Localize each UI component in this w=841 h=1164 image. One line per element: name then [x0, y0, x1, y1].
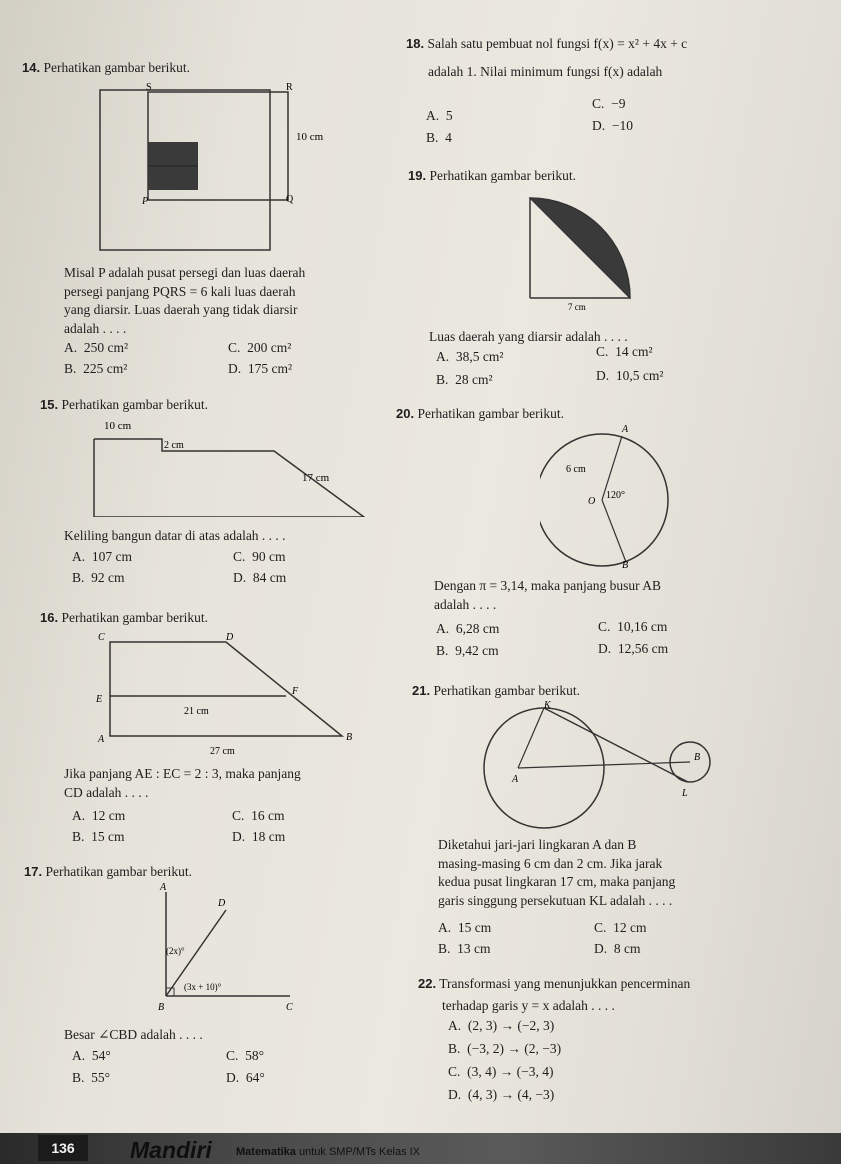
q21-option-c-text: 12 cm: [613, 920, 647, 935]
q22-option-d-letter: D.: [448, 1087, 462, 1102]
q17-option-d-letter: D.: [226, 1070, 240, 1085]
page-number: 136: [38, 1135, 88, 1161]
q18-option-a-text: 5: [445, 108, 453, 123]
q18-line2: adalah 1. Nilai minimum fungsi f(x) adalah: [428, 64, 663, 79]
q21-option-a[interactable]: [438, 920, 491, 936]
q18-option-a[interactable]: [426, 108, 453, 124]
q18-option-b-letter: B.: [426, 130, 439, 145]
q19-option-a-text: 38,5 cm²: [455, 349, 504, 364]
q14-option-c-letter: C.: [228, 340, 241, 355]
q17-option-c[interactable]: [226, 1048, 264, 1064]
q20-label-o: O: [588, 496, 596, 507]
q17-figure: [140, 878, 300, 1018]
q20-option-a[interactable]: [436, 621, 499, 637]
q15-prompt: Perhatikan gambar berikut.: [61, 397, 209, 412]
q15-option-d-letter: D.: [233, 570, 247, 585]
q20-option-d[interactable]: [598, 641, 668, 657]
q21-option-d-letter: D.: [594, 941, 608, 956]
q20-option-c[interactable]: [598, 619, 667, 635]
q16-label-a: A: [98, 734, 105, 745]
q22-option-b-letter: B.: [448, 1041, 461, 1056]
q14-label-s: S: [146, 82, 152, 93]
q15-option-b-letter: B.: [72, 570, 85, 585]
q15-label-step: 2 cm: [164, 440, 184, 451]
q22-line1: Transformasi yang menunjukkan pencerminan: [439, 976, 691, 991]
q21-prompt: Perhatikan gambar berikut.: [433, 683, 581, 698]
q17-option-a-letter: A.: [72, 1048, 86, 1063]
q15-option-c[interactable]: [233, 549, 286, 565]
q17-label-angle2: (3x + 10)°: [184, 982, 222, 992]
q18-option-a-letter: A.: [426, 108, 440, 123]
q16-option-b-text: 15 cm: [91, 829, 125, 844]
q19-option-c-letter: C.: [596, 344, 609, 359]
q15-option-a[interactable]: [72, 549, 132, 565]
q18-line1: Salah satu pembuat nol fungsi f(x) = x² + 4x + c: [427, 36, 688, 51]
q18-option-d[interactable]: [592, 118, 633, 134]
q17-question: Besar ∠CBD adalah . . . .: [64, 1027, 203, 1042]
q15-figure: [64, 417, 384, 517]
q22-option-a-letter: A.: [448, 1018, 462, 1033]
q17-option-b-text: 55°: [91, 1070, 111, 1085]
q16-figure: [80, 628, 380, 760]
q21-body-line3: kedua pusat lingkaran 17 cm, maka panjang: [438, 874, 676, 889]
q14-option-d-letter: D.: [228, 361, 242, 376]
q17-label-b: B: [158, 1002, 165, 1013]
q21-label-b: B: [694, 752, 701, 763]
q15-question: Keliling bangun datar di atas adalah . . . .: [64, 528, 286, 543]
q14-body-line4: adalah . . . .: [64, 320, 127, 336]
q17-option-a-text: 54°: [91, 1048, 111, 1063]
q16-option-c-text: 16 cm: [251, 808, 285, 823]
q21-number: 21.: [412, 683, 431, 698]
q15-option-a-text: 107 cm: [91, 549, 132, 564]
q16-option-a-text: 12 cm: [91, 808, 126, 823]
q19-option-b-letter: B.: [436, 372, 449, 387]
q21-option-a-text: 15 cm: [457, 920, 492, 935]
q16-trapezoid: [110, 642, 342, 736]
q22-line1-row: [418, 974, 690, 993]
q20-option-b[interactable]: [436, 643, 499, 659]
q14-option-b-text: 225 cm²: [83, 361, 128, 376]
q14-option-b[interactable]: [64, 361, 127, 377]
q20-header: [396, 404, 564, 423]
q19-figure: [520, 186, 650, 312]
q18-option-d-letter: D.: [592, 118, 606, 133]
q19-option-b[interactable]: [436, 372, 493, 388]
q16-label-f: F: [292, 686, 299, 697]
q22-option-b-text: (−3, 2) → (2, −3): [467, 1041, 562, 1056]
q16-question-line1: Jika panjang AE : EC = 2 : 3, maka panjang: [64, 766, 301, 781]
q14-body: [64, 264, 305, 338]
q22-number: 22.: [418, 976, 437, 991]
q21-label-a: A: [512, 774, 519, 785]
q14-option-a-letter: A.: [64, 340, 78, 355]
q14-label-side: 10 cm: [296, 131, 324, 143]
q14-header: [22, 58, 190, 77]
q21-label-k: K: [544, 700, 551, 711]
q18-option-c-letter: C.: [592, 96, 605, 111]
q15-option-d-text: 84 cm: [252, 570, 287, 585]
q19-option-d-text: 10,5 cm²: [615, 368, 664, 383]
q14-option-d-text: 175 cm²: [247, 361, 293, 376]
q21-option-d-text: 8 cm: [613, 941, 641, 956]
q17-option-b-letter: B.: [72, 1070, 85, 1085]
q18-number: 18.: [406, 36, 425, 51]
subject-name: Matematika: [236, 1146, 296, 1158]
q16-prompt: Perhatikan gambar berikut.: [61, 610, 209, 625]
q17-option-d[interactable]: [226, 1070, 265, 1086]
q19-option-a[interactable]: [436, 349, 503, 365]
q20-option-a-letter: A.: [436, 621, 450, 636]
q17-option-c-text: 58°: [245, 1048, 265, 1063]
q20-figure: [540, 418, 690, 568]
q20-label-angle: 120°: [606, 490, 625, 501]
q16-question-line2: CD adalah . . . .: [64, 784, 149, 800]
q21-body-line1: Diketahui jari-jari lingkaran A dan B: [438, 837, 637, 852]
q17-label-c: C: [286, 1002, 293, 1013]
q21-figure: [460, 698, 730, 830]
q18-option-b[interactable]: [426, 130, 452, 146]
q18-option-d-text: −10: [611, 118, 633, 133]
q16-option-a[interactable]: [72, 808, 125, 824]
q21-tangent-kl: [544, 708, 688, 782]
q20-option-c-text: 10,16 cm: [617, 619, 668, 634]
q20-question-line1: Dengan π = 3,14, maka panjang busur AB: [434, 578, 662, 593]
q22-line2: terhadap garis y = x adalah . . . .: [442, 998, 615, 1013]
q21-option-b-text: 13 cm: [457, 941, 491, 956]
q16-option-b[interactable]: [72, 829, 125, 845]
q16-option-b-letter: B.: [72, 829, 85, 844]
q16-label-bottom: 27 cm: [210, 746, 235, 757]
q16-option-d-letter: D.: [232, 829, 246, 844]
q20-number: 20.: [396, 406, 415, 421]
q16-label-d: D: [226, 632, 234, 643]
q19-option-d-letter: D.: [596, 368, 610, 383]
q20-prompt: Perhatikan gambar berikut.: [417, 406, 565, 421]
q14-option-a[interactable]: [64, 340, 128, 356]
q16-option-d-text: 18 cm: [251, 829, 286, 844]
q18-line1-row: [406, 34, 687, 53]
q22-option-a-text: (2, 3) → (−2, 3): [467, 1018, 555, 1033]
q17-option-c-letter: C.: [226, 1048, 239, 1063]
q22-option-d[interactable]: [448, 1087, 554, 1103]
q14-label-q: Q: [286, 194, 294, 205]
q14-body-line1: Misal P adalah pusat persegi dan luas daerah: [64, 265, 306, 280]
q20-label-a: A: [622, 424, 629, 435]
q20-radius-ob: [602, 500, 626, 562]
q21-body-line2: masing-masing 6 cm dan 2 cm. Jika jarak: [438, 855, 663, 871]
q15-option-b[interactable]: [72, 570, 125, 586]
q22-option-a[interactable]: [448, 1018, 554, 1034]
q18-option-c-text: −9: [611, 96, 626, 111]
q14-option-c-text: 200 cm²: [247, 340, 292, 355]
q21-option-a-letter: A.: [438, 920, 452, 935]
q20-option-b-letter: B.: [436, 643, 449, 658]
q17-label-a: A: [160, 882, 167, 893]
q15-header: [40, 395, 208, 414]
q16-label-mid: 21 cm: [184, 706, 209, 717]
q19-question: Luas daerah yang diarsir adalah . . . .: [429, 329, 628, 344]
q21-option-c-letter: C.: [594, 920, 607, 935]
q14-body-line2: persegi panjang PQRS = 6 kali luas daerah: [64, 283, 296, 299]
q14-number: 14.: [22, 60, 41, 75]
q15-option-c-text: 90 cm: [252, 549, 286, 564]
q16-option-c[interactable]: [232, 808, 285, 824]
q20-option-d-text: 12,56 cm: [617, 641, 669, 656]
q14-option-b-letter: B.: [64, 361, 77, 376]
q15-option-a-letter: A.: [72, 549, 86, 564]
q21-option-b[interactable]: [438, 941, 491, 957]
q20-option-b-text: 9,42 cm: [455, 643, 499, 658]
q22-option-d-text: (4, 3) → (4, −3): [467, 1087, 555, 1102]
q20-circle: [540, 434, 668, 566]
q14-option-a-text: 250 cm²: [83, 340, 129, 355]
brand-logo: Mandiri: [130, 1137, 212, 1163]
q17-option-d-text: 64°: [245, 1070, 265, 1085]
q20-label-b: B: [622, 560, 629, 568]
q17-label-angle1: (2x)°: [166, 946, 185, 956]
q15-label-top: 10 cm: [104, 420, 132, 432]
q16-label-c: C: [98, 632, 105, 643]
q20-question: [434, 577, 661, 614]
q15-label-slant: 17 cm: [302, 472, 330, 484]
q20-label-radius: 6 cm: [566, 464, 586, 475]
q17-option-b[interactable]: [72, 1070, 110, 1086]
q20-option-d-letter: D.: [598, 641, 612, 656]
q21-body: [438, 836, 675, 910]
footer-bar: [0, 1133, 841, 1164]
q16-question: [64, 765, 301, 802]
q14-option-c[interactable]: [228, 340, 291, 356]
q15-option-c-letter: C.: [233, 549, 246, 564]
q22-option-c-text: (3, 4) → (−3, 4): [467, 1064, 554, 1079]
q15-option-b-text: 92 cm: [91, 570, 125, 585]
q18-option-b-text: 4: [445, 130, 452, 145]
q16-label-e: E: [96, 694, 103, 705]
book-subject: [236, 1146, 420, 1158]
q21-label-l: L: [682, 788, 688, 799]
q17-number: 17.: [24, 864, 43, 879]
q17-prompt: Perhatikan gambar berikut.: [45, 864, 193, 879]
q19-header: [408, 166, 576, 185]
q14-figure: [80, 80, 340, 260]
q14-label-r: R: [286, 82, 293, 93]
q19-option-c-text: 14 cm²: [615, 344, 653, 359]
q22-option-c-letter: C.: [448, 1064, 461, 1079]
q17-label-d: D: [218, 898, 226, 909]
q22-option-b[interactable]: [448, 1041, 561, 1057]
q21-circle-a: [484, 708, 604, 828]
q20-option-a-text: 6,28 cm: [455, 621, 500, 636]
q16-option-a-letter: A.: [72, 808, 86, 823]
q21-option-d[interactable]: [594, 941, 641, 957]
q14-body-line3: yang diarsir. Luas daerah yang tidak diarsir: [64, 302, 298, 317]
q16-label-b: B: [346, 732, 353, 743]
q17-option-a[interactable]: [72, 1048, 111, 1064]
q21-option-b-letter: B.: [438, 941, 451, 956]
q21-radius-a: [518, 708, 544, 768]
q15-number: 15.: [40, 397, 59, 412]
q20-option-c-letter: C.: [598, 619, 611, 634]
q19-label-radius: 7 cm: [568, 302, 586, 312]
q19-option-c[interactable]: [596, 344, 653, 360]
subject-detail: untuk SMP/MTs Kelas IX: [295, 1146, 421, 1158]
q19-option-b-text: 28 cm²: [455, 372, 493, 387]
q14-prompt: Perhatikan gambar berikut.: [43, 60, 191, 75]
q21-option-c[interactable]: [594, 920, 647, 936]
q20-question-line2: adalah . . . .: [434, 596, 497, 612]
q14-label-p: P: [142, 196, 149, 207]
q16-header: [40, 608, 208, 627]
q18-option-c[interactable]: [592, 96, 626, 112]
q14-option-d[interactable]: [228, 361, 292, 377]
q21-body-line4: garis singgung persekutuan KL adalah . . . .: [438, 892, 673, 908]
q22-option-c[interactable]: [448, 1064, 554, 1080]
q15-option-d[interactable]: [233, 570, 286, 586]
q19-prompt: Perhatikan gambar berikut.: [429, 168, 577, 183]
q16-option-c-letter: C.: [232, 808, 245, 823]
q19-number: 19.: [408, 168, 427, 183]
q19-option-a-letter: A.: [436, 349, 450, 364]
q16-option-d[interactable]: [232, 829, 285, 845]
q19-option-d[interactable]: [596, 368, 663, 384]
q16-number: 16.: [40, 610, 59, 625]
